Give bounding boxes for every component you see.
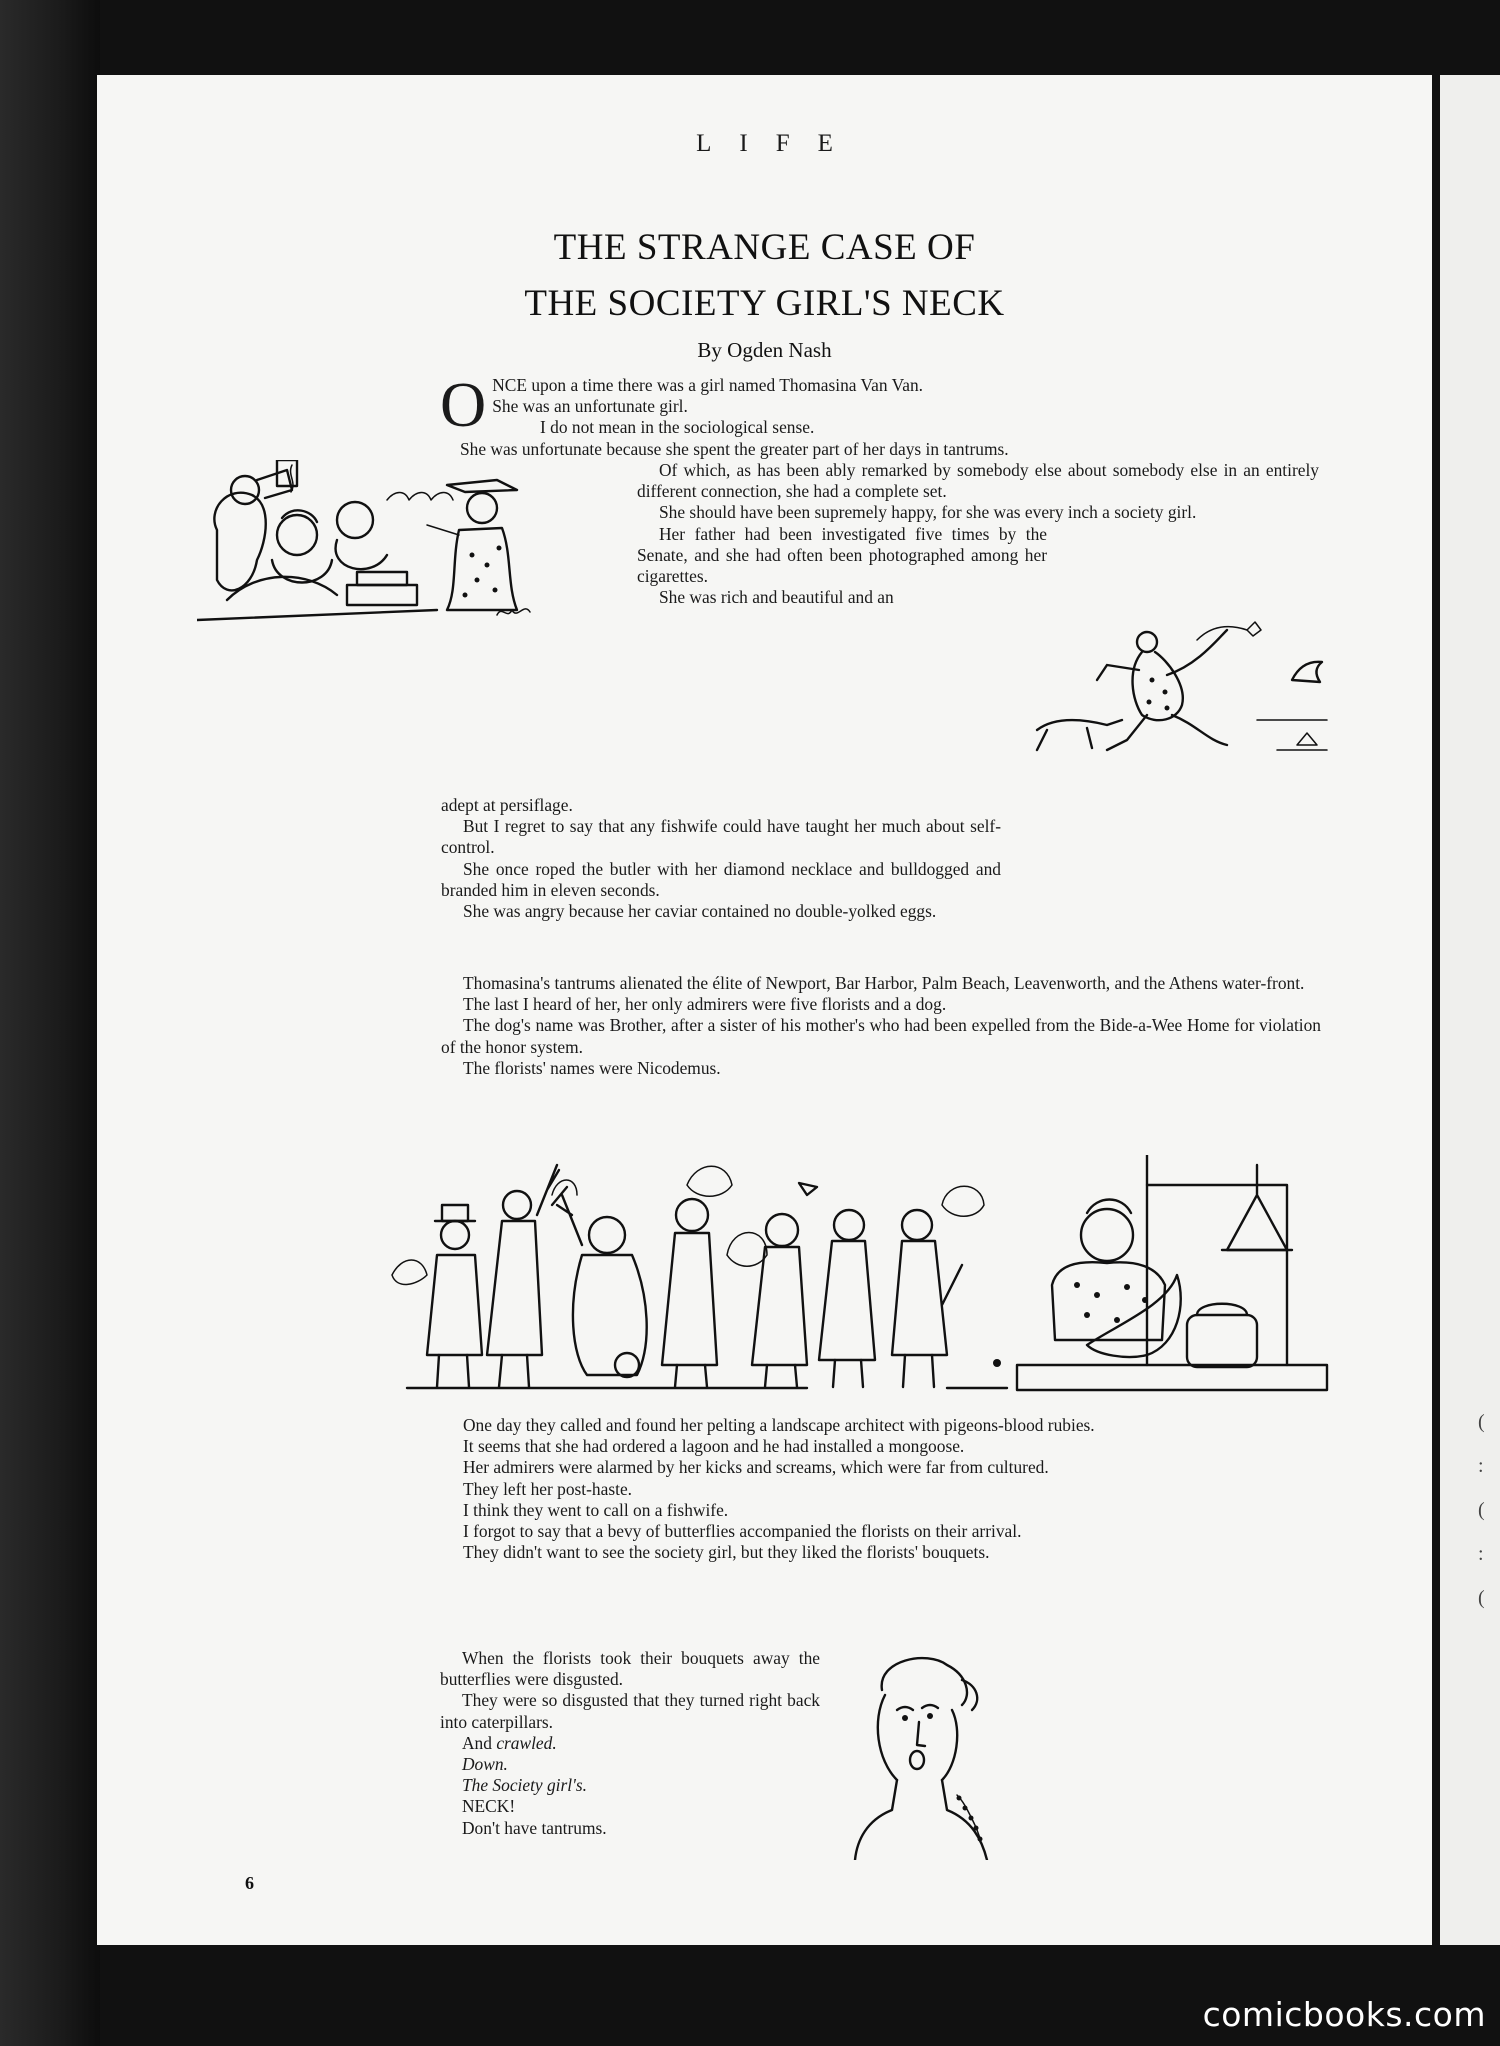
paragraph: She once roped the butler with her diamond necklace and bulldogged and branded him in eleven seconds.	[441, 858, 1001, 900]
adjacent-page-marks: ( : ( : (	[1478, 1411, 1485, 1609]
running-girl-dog-icon	[1027, 620, 1347, 765]
drop-cap: O	[440, 369, 487, 440]
paragraph: The last I heard of her, her only admirers were five florists and a dog.	[463, 994, 947, 1015]
paragraph	[440, 1733, 820, 1754]
runner-side-text	[441, 795, 1001, 922]
paragraph: Of which, as has been ably remarked by somebody else about somebody else in an entirely different connection, she had a complete set.	[637, 460, 1319, 502]
paragraph: Thomasina's tantrums alienated the élite of Newport, Bar Harbor, Palm Beach, Leavenworth, and the Athens water-front.	[463, 973, 1305, 993]
paragraph: The Society girl's.	[462, 1775, 587, 1796]
florist-figure	[799, 1183, 875, 1387]
party-side-text	[637, 460, 1319, 608]
ending-crawled: crawled.	[496, 1732, 557, 1753]
party-cartoon-icon	[197, 460, 577, 635]
paragraph: She should have been supremely happy, for she was every inch a society girl.	[659, 502, 1197, 523]
intro-line-3: I do not mean in the sociological sense.	[540, 417, 815, 438]
florist-figure	[727, 1214, 807, 1387]
magazine-header: LIFE	[696, 130, 861, 157]
adjacent-page-edge	[1440, 75, 1500, 1945]
watermark: comicbooks.com	[1202, 1995, 1486, 2034]
running-girl-illustration	[1027, 620, 1347, 765]
paragraph: She was angry because her caviar contained no double-yolked eggs.	[463, 901, 937, 922]
paragraph: Don't have tantrums.	[462, 1817, 607, 1838]
paragraph: It seems that she had ordered a lagoon and he had installed a mongoose.	[463, 1436, 965, 1457]
paragraph: I think they went to call on a fishwife.	[463, 1499, 729, 1520]
magazine-page	[97, 75, 1432, 1945]
ending-text	[440, 1648, 820, 1839]
middle-text	[441, 973, 1321, 1079]
byline: By Ogden Nash	[697, 338, 832, 362]
paragraph: She was rich and beautiful and an	[659, 587, 894, 608]
florist-figure	[662, 1166, 732, 1387]
ending-and: And	[462, 1732, 492, 1753]
florist-figure	[487, 1165, 567, 1387]
florist-figure	[392, 1205, 482, 1387]
paragraph: Her admirers were alarmed by her kicks and screams, which were far from cultured.	[463, 1457, 1049, 1478]
title-line-1: THE STRANGE CASE OF	[553, 227, 976, 268]
paragraph: But I regret to say that any fishwife could have taught her much about self-control.	[441, 816, 1001, 858]
page-number: 6	[245, 1873, 254, 1893]
florist-figure	[892, 1186, 984, 1387]
title-line-2: THE SOCIETY GIRL'S NECK	[524, 283, 1005, 324]
paragraph: I forgot to say that a bevy of butterflies accompanied the florists on their arrival.	[463, 1521, 1022, 1542]
paragraph: They didn't want to see the society girl, but they liked the florists' bouquets.	[463, 1542, 990, 1563]
paragraph: They left her post-haste.	[463, 1478, 633, 1499]
intro-block	[440, 369, 1320, 460]
paragraph: The florists' names were Nicodemus.	[463, 1057, 721, 1078]
scan-border-left	[0, 0, 100, 2046]
florists-illustration	[387, 1155, 1347, 1405]
lower-text	[441, 1415, 1321, 1563]
article-title	[97, 220, 1432, 332]
paragraph: When the florists took their bouquets away the butterflies were disgusted.	[440, 1648, 820, 1690]
party-illustration	[197, 460, 577, 635]
paragraph: Down.	[462, 1754, 508, 1775]
paragraph: One day they called and found her pelting a landscape architect with pigeons-blood rubies.	[463, 1415, 1095, 1435]
paragraph: NECK!	[462, 1796, 516, 1817]
paragraph: The dog's name was Brother, after a sister of his mother's who had been expelled from the Bide-a-Wee Home for violation of the honor system.	[441, 1015, 1321, 1057]
paragraph: Her father had been investigated five times by the Senate, and she had often been photographed among her cigarettes.	[637, 523, 1047, 587]
intro-line-4: She was unfortunate because she spent the greater part of her days in tantrums.	[460, 438, 1009, 459]
intro-line-2: She was an unfortunate girl.	[492, 396, 688, 417]
intro-line-1: NCE upon a time there was a girl named Thomasina Van Van.	[492, 375, 924, 395]
society-girl-illustration	[837, 1650, 1007, 1860]
florists-fishwife-icon	[387, 1155, 1347, 1405]
florist-figure	[552, 1180, 647, 1377]
society-girl-portrait-icon	[837, 1650, 1007, 1860]
paragraph: adept at persiflage.	[441, 795, 573, 815]
paragraph: They were so disgusted that they turned right back into caterpillars.	[440, 1690, 820, 1732]
